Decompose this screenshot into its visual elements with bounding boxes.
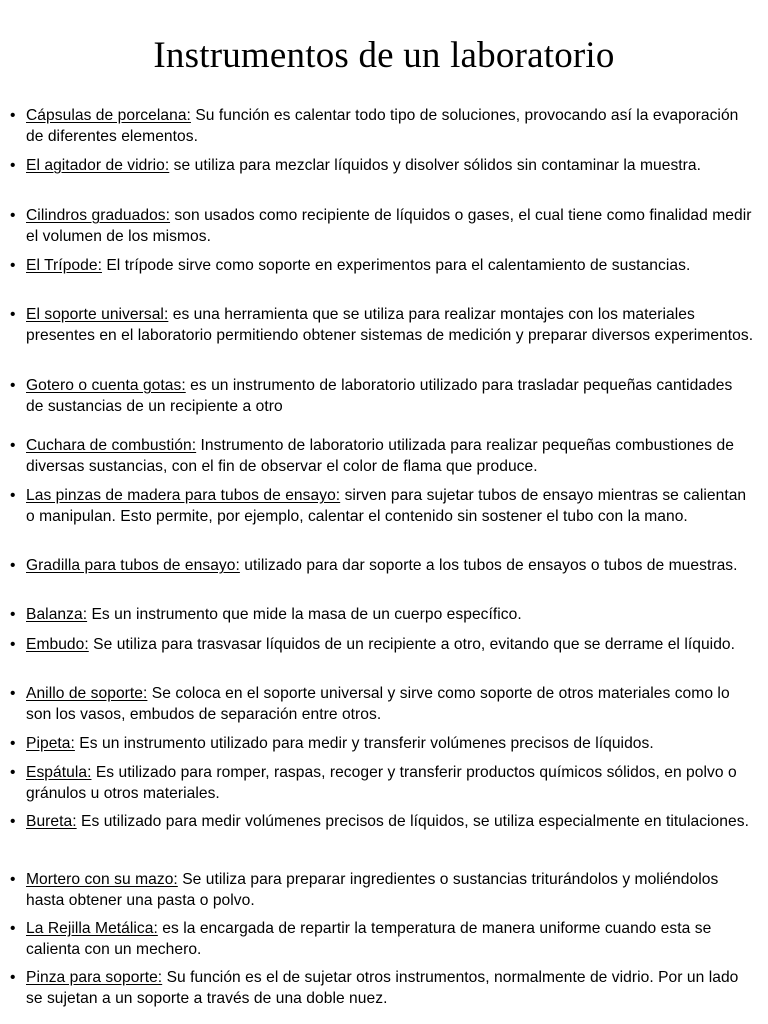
item-term: Pinza para soporte: <box>26 969 163 986</box>
item-term: Embudo: <box>26 636 89 653</box>
item-text: Es un instrumento que mide la masa de un cuerpo específico. <box>87 606 522 623</box>
item-term: Espátula: <box>26 764 92 781</box>
list-item <box>10 485 754 527</box>
list-item <box>10 918 754 960</box>
bullet-icon: • <box>10 920 16 937</box>
bullet-icon: • <box>10 207 16 224</box>
item-text: son usados como recipiente de líquidos o gases, el cual tiene como finalidad medir el volumen de los mismos. <box>26 207 752 245</box>
bullet-icon: • <box>10 606 16 623</box>
item-term: Cilindros graduados: <box>26 207 171 224</box>
list-item <box>10 205 754 247</box>
list-item <box>10 762 754 804</box>
list-item <box>10 604 754 625</box>
bullet-icon: • <box>10 437 16 454</box>
list-item <box>10 967 754 1009</box>
item-text: sirven para sujetar tubos de ensayo mientras se calientan o manipulan. Esto permite, por ejemplo, calentar el contenido sin sostener el tubo con la mano. <box>26 487 747 525</box>
bullet-icon: • <box>10 107 16 124</box>
bullet-icon: • <box>10 257 16 274</box>
item-text: El trípode sirve como soporte en experimentos para el calentamiento de sustancias. <box>101 257 691 274</box>
item-text: es un instrumento de laboratorio utilizado para trasladar pequeñas cantidades de sustancias de un recipiente a otro <box>26 377 733 415</box>
item-text: Su función es el de sujetar otros instrumentos, normalmente de vidrio. Por un lado se sujetan a un soporte a través de una doble nuez. <box>26 969 739 1007</box>
bullet-icon: • <box>10 157 16 174</box>
item-text: se utiliza para mezclar líquidos y disolver sólidos sin contaminar la muestra. <box>169 157 702 174</box>
item-text: Se utiliza para preparar ingredientes o sustancias triturándolos y moliéndolos hasta obtener una pasta o polvo. <box>26 871 719 909</box>
item-text: Es utilizado para romper, raspas, recoger y transferir productos químicos sólidos, en polvo o gránulos u otros materiales. <box>26 764 737 802</box>
bullet-icon: • <box>10 813 16 830</box>
item-term: Gotero o cuenta gotas: <box>26 377 186 394</box>
item-term: La Rejilla Metálica: <box>26 920 158 937</box>
bullet-icon: • <box>10 636 16 653</box>
list-item <box>10 634 754 655</box>
item-term: Anillo de soporte: <box>26 685 148 702</box>
bullet-icon: • <box>10 871 16 888</box>
list-item <box>10 255 754 276</box>
item-term: Las pinzas de madera para tubos de ensayo: <box>26 487 341 504</box>
item-text: es una herramienta que se utiliza para realizar montajes con los materiales presentes en el laboratorio permitiendo obtener sistemas de medición y preparar diversos experimentos. <box>26 306 754 344</box>
item-text: Se coloca en el soporte universal y sirve como soporte de otros materiales como lo son los vasos, embudos de separación entre otros. <box>26 685 730 723</box>
list-item <box>10 304 754 346</box>
item-term: Mortero con su mazo: <box>26 871 178 888</box>
item-text: Instrumento de laboratorio utilizada para realizar pequeñas combustiones de diversas sustancias, con el fin de observar el color de flama que produce. <box>26 437 734 475</box>
page-title: Instrumentos de un laboratorio <box>153 35 615 76</box>
bullet-icon: • <box>10 557 16 574</box>
list-item <box>10 683 754 725</box>
list-item <box>10 811 754 832</box>
item-term: Gradilla para tubos de ensayo: <box>26 557 240 574</box>
item-term: Cuchara de combustión: <box>26 437 197 454</box>
item-text: Se utiliza para trasvasar líquidos de un recipiente a otro, evitando que se derrame el líquido. <box>88 636 736 653</box>
item-term: Balanza: <box>26 606 88 623</box>
item-text: Su función es calentar todo tipo de soluciones, provocando así la evaporación de diferentes elementos. <box>26 107 739 145</box>
bullet-icon: • <box>10 685 16 702</box>
item-term: Bureta: <box>26 813 77 830</box>
list-item <box>10 733 754 754</box>
item-term: El Trípode: <box>26 257 102 274</box>
list-item <box>10 375 754 417</box>
item-term: El soporte universal: <box>26 306 169 323</box>
item-text: utilizado para dar soporte a los tubos de ensayos o tubos de muestras. <box>239 557 738 574</box>
list-item <box>10 105 754 147</box>
bullet-icon: • <box>10 377 16 394</box>
item-text: Es utilizado para medir volúmenes precisos de líquidos, se utiliza especialmente en titulaciones. <box>76 813 749 830</box>
item-term: Pipeta: <box>26 735 75 752</box>
bullet-icon: • <box>10 764 16 781</box>
list-item <box>10 155 754 176</box>
list-item <box>10 555 754 576</box>
item-text: es la encargada de repartir la temperatura de manera uniforme cuando esta se calienta con un mechero. <box>26 920 712 958</box>
item-text: Es un instrumento utilizado para medir y transferir volúmenes precisos de líquidos. <box>74 735 654 752</box>
bullet-icon: • <box>10 735 16 752</box>
bullet-icon: • <box>10 487 16 504</box>
bullet-icon: • <box>10 306 16 323</box>
item-term: El agitador de vidrio: <box>26 157 170 174</box>
list-item <box>10 869 754 911</box>
list-item <box>10 435 754 477</box>
bullet-icon: • <box>10 969 16 986</box>
item-term: Cápsulas de porcelana: <box>26 107 191 124</box>
